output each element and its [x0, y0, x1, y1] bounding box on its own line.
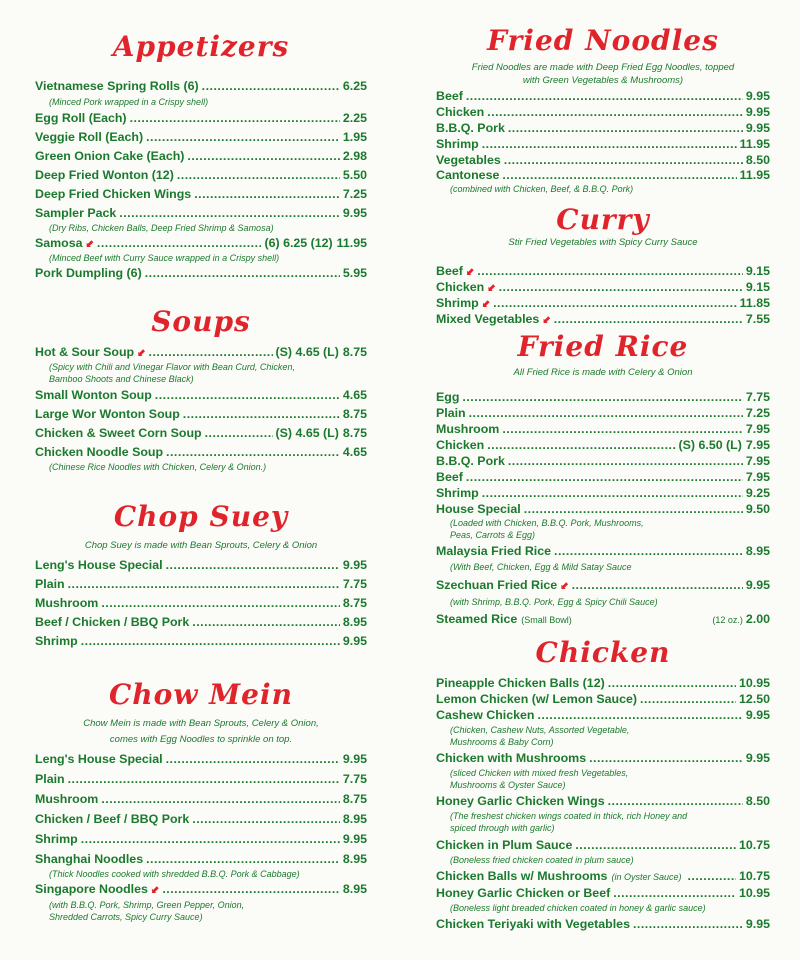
menu-item — [35, 129, 367, 146]
item-name: Honey Garlic Chicken or Beef — [436, 886, 611, 900]
menu-item — [436, 389, 770, 406]
leader-dots — [589, 750, 743, 767]
item-price: 9.95 — [342, 206, 367, 220]
item-name: Mushroom — [436, 422, 500, 436]
menu-item — [35, 235, 367, 252]
item-price: 9.50 — [745, 502, 770, 516]
item-price: 10.75 — [738, 838, 770, 852]
item-price: 4.65 — [342, 388, 367, 402]
leader-dots — [192, 811, 340, 828]
leader-dots — [146, 851, 340, 868]
item-name: Shrimp — [436, 296, 479, 310]
menu-item — [35, 205, 367, 222]
item-name: Singapore Noodles — [35, 882, 148, 896]
item-name: Mixed Vegetables — [436, 312, 540, 326]
item-price: 10.75 — [738, 869, 770, 883]
item-name: Szechuan Fried Rice — [436, 578, 558, 592]
fried-rice-title: Fried Rice — [517, 330, 689, 363]
menu-item — [436, 469, 770, 486]
item-price: 9.95 — [745, 121, 770, 135]
item-name: Chicken & Sweet Corn Soup — [35, 426, 202, 440]
item-name: Shanghai Noodles — [35, 852, 144, 866]
leader-dots — [155, 387, 340, 404]
item-note: (Thick Noodles cooked with shredded B.B.Q. Pork & Cabbage) — [49, 869, 300, 879]
item-price: 4.65 — [342, 445, 367, 459]
menu-item — [35, 633, 367, 650]
chili-pepper-icon: ⬋ — [465, 267, 475, 278]
item-note: (Boneless light breaded chicken coated in honey & garlic sauce) — [450, 903, 706, 913]
chili-pepper-icon: ⬋ — [542, 315, 551, 326]
menu-item — [436, 104, 770, 121]
item-note: (sliced Chicken with mixed fresh Vegetables, — [450, 768, 629, 778]
leader-dots — [524, 501, 743, 518]
item-note: (Spicy with Chili and Vinegar Flavor with Bean Curd, Chicken, — [49, 362, 295, 372]
soups-title: Soups — [151, 305, 251, 338]
menu-item — [436, 501, 770, 518]
item-name: Large Wor Wonton Soup — [35, 407, 180, 421]
leader-dots — [499, 279, 743, 296]
chili-pepper-icon: ⬋ — [150, 885, 160, 896]
item-note: Mushrooms & Baby Corn) — [450, 737, 554, 747]
chow-mein-title: Chow Mein — [109, 678, 293, 711]
leader-dots — [205, 425, 273, 442]
item-name: Chicken — [436, 438, 485, 452]
menu-item — [436, 295, 770, 312]
leader-dots — [572, 577, 743, 594]
leader-dots — [119, 205, 340, 222]
item-size-prices: (S) 4.65 (L) — [275, 345, 339, 359]
item-price: 8.95 — [342, 812, 367, 826]
item-name: Plain — [436, 406, 466, 420]
menu-item — [436, 837, 770, 854]
leader-dots — [613, 885, 736, 902]
menu-item — [35, 831, 367, 848]
leader-dots — [68, 576, 340, 593]
section-description: comes with Egg Noodles to sprinkle on top. — [109, 734, 293, 745]
curry-title: Curry — [556, 203, 650, 236]
menu-item — [436, 167, 770, 184]
menu-item — [35, 265, 367, 282]
item-price: 9.95 — [745, 89, 770, 103]
leader-dots — [633, 916, 743, 933]
menu-item — [35, 425, 367, 442]
menu-item — [35, 110, 367, 127]
menu-item — [436, 453, 770, 470]
item-name: Small Wonton Soup — [35, 388, 152, 402]
item-price: 9.25 — [745, 486, 770, 500]
section-description: Chow Mein is made with Bean Sprouts, Celery & Onion, — [83, 718, 319, 729]
item-size-prices: (S) 4.65 (L) — [275, 426, 339, 440]
leader-dots — [466, 88, 743, 105]
item-name: Cantonese — [436, 168, 500, 182]
item-note: Mushrooms & Oyster Sauce) — [450, 780, 566, 790]
leader-dots — [687, 868, 736, 885]
menu-item — [436, 136, 770, 153]
leader-dots — [469, 405, 743, 422]
item-price: 9.95 — [342, 558, 367, 572]
menu-item — [35, 78, 367, 95]
item-name: Pineapple Chicken Balls (12) — [436, 676, 605, 690]
item-price: 7.95 — [745, 438, 770, 452]
item-name: Leng's House Special — [35, 752, 163, 766]
item-name: Mushroom — [35, 792, 99, 806]
item-price: 1.95 — [342, 130, 367, 144]
item-name: Beef — [436, 264, 463, 278]
menu-item — [35, 148, 367, 165]
item-price: 10.95 — [738, 676, 770, 690]
item-name: Vietnamese Spring Rolls (6) — [35, 79, 199, 93]
item-note: (The freshest chicken wings coated in thick, rich Honey and — [450, 811, 688, 821]
item-name: Plain — [35, 772, 65, 786]
menu-item — [35, 387, 367, 404]
leader-dots — [554, 543, 743, 560]
item-price: 8.75 — [342, 407, 367, 421]
item-name: B.B.Q. Pork — [436, 454, 505, 468]
menu-item — [436, 750, 770, 767]
item-note: Shredded Carrots, Spicy Curry Sauce) — [49, 912, 203, 922]
item-price: 11.85 — [739, 296, 770, 310]
menu-item — [436, 675, 770, 692]
item-price: 9.95 — [745, 751, 770, 765]
item-name: Steamed Rice — [436, 612, 518, 626]
leader-dots — [192, 614, 340, 631]
item-name: Green Onion Cake (Each) — [35, 149, 185, 163]
item-price: 11.95 — [739, 168, 770, 182]
item-name: Chicken — [436, 105, 485, 119]
item-name: Chicken Balls w/ Mushrooms — [436, 869, 608, 883]
item-name: Shrimp — [436, 137, 479, 151]
leader-dots — [608, 793, 743, 810]
item-price: 8.75 — [342, 792, 367, 806]
item-name: Sampler Pack — [35, 206, 117, 220]
item-price: 7.25 — [745, 406, 770, 420]
item-price: 9.95 — [342, 752, 367, 766]
item-price: 8.75 — [342, 426, 367, 440]
item-price: 9.95 — [342, 634, 367, 648]
leader-dots — [101, 595, 340, 612]
item-name: Pork Dumpling (6) — [35, 266, 142, 280]
menu-item — [436, 263, 770, 280]
item-note: (Chinese Rice Noodles with Chicken, Celery & Onion.) — [49, 462, 267, 472]
leader-dots — [502, 421, 743, 438]
menu-item — [436, 543, 770, 560]
leader-dots — [508, 120, 743, 137]
section-description: Fried Noodles are made with Deep Fried Egg Noodles, topped — [471, 62, 735, 73]
menu-item — [35, 167, 367, 184]
item-price: 2.25 — [342, 111, 367, 125]
item-name: Beef / Chicken / BBQ Pork — [35, 615, 190, 629]
item-price: 9.95 — [342, 832, 367, 846]
menu-item — [436, 691, 770, 708]
item-name: Vegetables — [436, 153, 501, 167]
leader-dots — [554, 311, 743, 328]
item-price: 11.95 — [336, 236, 367, 250]
leader-dots — [162, 881, 340, 898]
item-price: 8.75 — [342, 596, 367, 610]
menu-item — [436, 793, 770, 810]
menu-item — [35, 614, 367, 631]
leader-dots — [177, 167, 340, 184]
item-note: (Chicken, Cashew Nuts, Assorted Vegetable, — [450, 725, 630, 735]
item-price: 5.95 — [342, 266, 367, 280]
menu-item — [436, 485, 770, 502]
item-size-prices: (12 oz.) — [712, 615, 743, 625]
leader-dots — [146, 129, 340, 146]
chop-suey-title: Chop Suey — [113, 500, 289, 533]
item-price: 7.55 — [745, 312, 770, 326]
menu-item — [436, 885, 770, 902]
menu-item — [35, 595, 367, 612]
item-price: 8.95 — [342, 852, 367, 866]
item-price: 5.50 — [342, 168, 367, 182]
item-name: Malaysia Fried Rice — [436, 544, 552, 558]
chili-pepper-icon: ⬋ — [85, 239, 94, 250]
menu-item — [436, 88, 770, 105]
leader-dots — [640, 691, 736, 708]
item-name: Shrimp — [436, 486, 479, 500]
leader-dots — [487, 437, 675, 454]
item-note: (Loaded with Chicken, B.B.Q. Pork, Mushrooms, — [450, 518, 644, 528]
menu-item — [35, 576, 367, 593]
item-price: 9.15 — [745, 264, 770, 278]
item-price: 7.75 — [342, 577, 367, 591]
menu-item — [436, 421, 770, 438]
menu-item — [35, 751, 367, 768]
item-name: Honey Garlic Chicken Wings — [436, 794, 605, 808]
chicken-title: Chicken — [535, 636, 671, 669]
menu-item — [436, 916, 770, 933]
menu-item — [35, 771, 367, 788]
section-description: with Green Vegetables & Mushrooms) — [522, 75, 684, 86]
menu-item — [436, 577, 770, 594]
item-price: 7.75 — [745, 390, 770, 404]
item-price: 7.75 — [342, 772, 367, 786]
item-price: 8.95 — [342, 882, 367, 896]
item-price: 12.50 — [738, 692, 770, 706]
item-price: 2.00 — [745, 612, 770, 626]
leader-dots — [183, 406, 340, 423]
menu-item — [35, 444, 367, 461]
item-price: 9.95 — [745, 917, 770, 931]
leader-dots — [477, 263, 743, 280]
menu-item — [35, 791, 367, 808]
item-note: (Dry Ribs, Chicken Balls, Deep Fried Shrimp & Samosa) — [49, 223, 274, 233]
menu-item — [35, 406, 367, 423]
leader-dots — [166, 751, 340, 768]
item-name: Shrimp — [35, 634, 78, 648]
item-size-prices: (S) 6.50 (L) — [678, 438, 742, 452]
item-note: Peas, Carrots & Egg) — [450, 530, 536, 540]
leader-dots — [68, 771, 340, 788]
item-price: 2.98 — [342, 149, 367, 163]
leader-dots — [97, 235, 262, 252]
item-note: (with Shrimp, B.B.Q. Pork, Egg & Spicy Chili Sauce) — [450, 597, 658, 607]
leader-dots — [482, 485, 743, 502]
item-price: 8.50 — [745, 794, 770, 808]
item-price: 7.95 — [745, 422, 770, 436]
item-name: Chicken Teriyaki with Vegetables — [436, 917, 630, 931]
item-name: Lemon Chicken (w/ Lemon Sauce) — [436, 692, 638, 706]
item-size-prices: (6) 6.25 (12) — [264, 236, 333, 250]
leader-dots — [493, 295, 737, 312]
item-price: 7.25 — [342, 187, 367, 201]
section-description: All Fried Rice is made with Celery & Onion — [513, 367, 693, 378]
leader-dots — [81, 831, 340, 848]
item-name: Beef — [436, 470, 463, 484]
item-price: 7.95 — [745, 454, 770, 468]
item-name: Mushroom — [35, 596, 99, 610]
item-note: (combined with Chicken, Beef, & B.B.Q. Pork) — [450, 184, 634, 194]
item-name: Shrimp — [35, 832, 78, 846]
item-name: Chicken / Beef / BBQ Pork — [35, 812, 190, 826]
chili-pepper-icon: ⬋ — [481, 299, 491, 310]
leader-dots — [466, 469, 743, 486]
menu-item — [436, 279, 770, 296]
leader-dots — [187, 148, 339, 165]
item-price: 6.25 — [342, 79, 367, 93]
leader-dots — [130, 110, 340, 127]
item-name: House Special — [436, 502, 521, 516]
item-name: Beef — [436, 89, 463, 103]
item-note: (Minced Pork wrapped in a Crispy shell) — [49, 97, 209, 107]
item-note: (with B.B.Q. Pork, Shrimp, Green Pepper, Onion, — [49, 900, 245, 910]
menu-item — [35, 344, 367, 361]
menu-item — [35, 851, 367, 868]
menu-item — [436, 868, 770, 885]
item-name: Chicken in Plum Sauce — [436, 838, 573, 852]
item-name: Deep Fried Wonton (12) — [35, 168, 174, 182]
item-note: spiced through with garlic) — [450, 823, 555, 833]
menu-item — [436, 405, 770, 422]
item-price: 9.95 — [745, 578, 770, 592]
leader-dots — [202, 78, 340, 95]
menu-item — [436, 437, 770, 454]
item-name: Veggie Roll (Each) — [35, 130, 144, 144]
item-price: 8.95 — [342, 615, 367, 629]
leader-dots — [608, 675, 736, 692]
leader-dots — [482, 136, 737, 153]
item-name: Chicken Noodle Soup — [35, 445, 164, 459]
menu-item — [436, 611, 770, 628]
leader-dots — [81, 633, 340, 650]
leader-dots — [166, 444, 340, 461]
menu-item — [35, 557, 367, 574]
item-name: Egg — [436, 390, 460, 404]
item-price: 8.50 — [745, 153, 770, 167]
leader-dots — [487, 104, 743, 121]
item-price: 10.95 — [738, 886, 770, 900]
chili-pepper-icon: ⬋ — [487, 283, 496, 294]
item-name: Samosa — [35, 236, 83, 250]
leader-dots — [149, 344, 273, 361]
item-name: Egg Roll (Each) — [35, 111, 127, 125]
item-note: (Minced Beef with Curry Sauce wrapped in a Crispy shell) — [49, 253, 280, 263]
item-size-note: (Small Bowl) — [521, 615, 572, 625]
leader-dots — [462, 389, 742, 406]
item-note: Bamboo Shoots and Chinese Black) — [49, 374, 194, 384]
leader-dots — [508, 453, 743, 470]
section-description: Stir Fried Vegetables with Spicy Curry Sauce — [508, 237, 698, 248]
menu-item — [436, 120, 770, 137]
menu-item — [35, 186, 367, 203]
item-size-note: (in Oyster Sauce) — [611, 872, 682, 882]
item-name: Chicken with Mushrooms — [436, 751, 587, 765]
item-name: Hot & Sour Soup — [35, 345, 135, 359]
item-price: 8.75 — [342, 345, 367, 359]
item-note: (Boneless fried chicken coated in plum sauce) — [450, 855, 634, 865]
section-description: Chop Suey is made with Bean Sprouts, Celery & Onion — [84, 540, 318, 551]
chili-pepper-icon: ⬋ — [137, 348, 146, 359]
leader-dots — [145, 265, 340, 282]
leader-dots — [575, 837, 736, 854]
leader-dots — [166, 557, 340, 574]
leader-dots — [101, 791, 340, 808]
item-name: Chicken — [436, 280, 485, 294]
fried-noodles-title: Fried Noodles — [487, 24, 719, 57]
item-price: 9.15 — [745, 280, 770, 294]
leader-dots — [194, 186, 340, 203]
menu-item — [35, 811, 367, 828]
item-price: 9.95 — [745, 105, 770, 119]
menu-item — [436, 311, 770, 328]
item-note: (With Beef, Chicken, Egg & Mild Satay Sauce — [450, 562, 632, 572]
item-name: Cashew Chicken — [436, 708, 535, 722]
appetizers-title: Appetizers — [112, 30, 290, 63]
item-name: Plain — [35, 577, 65, 591]
item-price: 8.95 — [745, 544, 770, 558]
item-name: Deep Fried Chicken Wings — [35, 187, 192, 201]
chili-pepper-icon: ⬋ — [560, 581, 569, 592]
item-price: 9.95 — [745, 708, 770, 722]
item-name: Leng's House Special — [35, 558, 163, 572]
leader-dots — [502, 167, 736, 184]
menu-item — [436, 707, 770, 724]
item-price: 7.95 — [745, 470, 770, 484]
item-name: B.B.Q. Pork — [436, 121, 505, 135]
item-price: 11.95 — [739, 137, 770, 151]
leader-dots — [537, 707, 742, 724]
menu-item — [35, 881, 367, 898]
